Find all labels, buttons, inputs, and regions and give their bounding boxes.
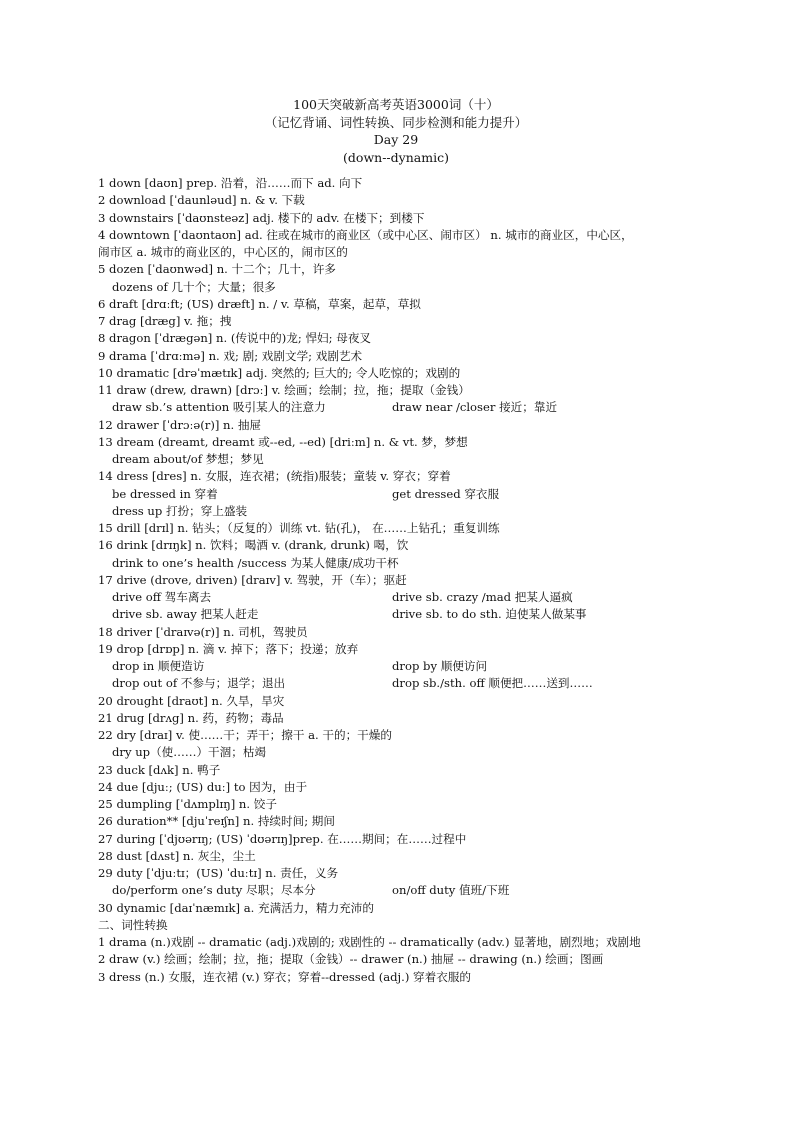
phrase-left: drop out of 不参与；退学；退出 (112, 676, 286, 691)
entry-line: 4 downtown [ˈdaʊntaʊn] ad. 往或在城市的商业区（或中心区、闹市区） n. 城市的商业区，中心区， (98, 227, 633, 242)
entry-line: 14 dress [dres] n. 女服，连衣裙；(统指)服装；童装 v. 穿衣；穿着 (98, 469, 451, 484)
entry-line: 20 drought [draʊt] n. 久旱，旱灾 (98, 693, 285, 708)
phrase-left: drop in 顺便造访 (112, 659, 205, 673)
entry-line: 19 drop [drɒp] n. 滴 v. 掉下；落下；投递；放弃 (98, 641, 359, 656)
phrase-left: do/perform one’s duty 尽职；尽本分 (112, 883, 316, 898)
phrase-right: get dressed 穿衣服 (392, 486, 500, 501)
phrase-pair-row (98, 882, 698, 899)
entry-line: 1 down [daʊn] prep. 沿着，沿……而下 ad. 向下 (98, 176, 363, 190)
entry-line: 15 drill [drɪl] n. 钻头；（反复的）训练 vt. 钻(孔)， 在……上钻孔；重复训练 (98, 521, 500, 535)
document-title: 100天突破新高考英语3000词（十） (293, 97, 499, 112)
document-page (98, 96, 698, 986)
entry-line: 闹市区 a. 城市的商业区的，中心区的，闹市区的 (98, 245, 348, 259)
entry-line: 1 drama (n.)戏剧 -- dramatic (adj.)戏剧的; 戏剧性的 -- dramatically (adv.) 显著地，剧烈地；戏剧地 (98, 935, 641, 949)
day-label: Day 29 (373, 132, 419, 147)
entry-line: 12 drawer [ˈdrɔːə(r)] n. 抽屉 (98, 417, 262, 432)
phrase-line: dry up（使……）干涸；枯竭 (112, 745, 267, 760)
entry-line: 10 dramatic [drəˈmætɪk] adj. 突然的; 巨大的; 令人吃惊的；戏剧的 (98, 365, 461, 380)
entry-line: 22 dry [draɪ] v. 使……干；弄干；擦干 a. 干的；干燥的 (98, 728, 392, 742)
phrase-pair-row (98, 675, 698, 692)
word-range: (down--dynamic) (343, 149, 449, 165)
phrase-pair-row (98, 658, 698, 675)
entry-line: 27 during [ˈdjʊərɪŋ; (US) ˈdʊərɪŋ]prep. 在……期间；在……过程中 (98, 831, 467, 846)
phrase-line: dress up 打扮；穿上盛装 (112, 503, 248, 518)
entry-line: 2 download [ˈdaunləud] n. & v. 下载 (98, 193, 305, 208)
entry-line: 11 draw (drew, drawn) [drɔː] v. 绘画；绘制；拉，拖；提取（金钱） (98, 383, 470, 397)
entry-line: 26 duration** [djuˈreɪʃn] n. 持续时间; 期间 (98, 814, 335, 829)
entry-line: 30 dynamic [daɪˈnæmɪk] a. 充满活力，精力充沛的 (98, 900, 374, 915)
phrase-right: drop by 顺便访问 (392, 659, 488, 673)
entry-line: 16 drink [drɪŋk] n. 饮料；喝酒 v. (drank, drunk) 喝，饮 (98, 538, 409, 553)
phrase-left: be dressed in 穿着 (112, 486, 218, 501)
phrase-pair-row (98, 486, 698, 503)
document-header (94, 96, 698, 166)
entry-line: 6 draft [drɑːft; (US) dræft] n. / v. 草稿，草案，起草，草拟 (98, 296, 421, 311)
entry-line: 23 duck [dʌk] n. 鸭子 (98, 762, 221, 777)
vocabulary-list (98, 175, 698, 986)
phrase-left: draw sb.’s attention 吸引某人的注意力 (112, 400, 326, 415)
entry-line: 7 drag [dræg] v. 拖；拽 (98, 314, 232, 328)
entry-line: 17 drive (drove, driven) [draɪv] v. 驾驶，开（车）；驱赶 (98, 572, 407, 587)
phrase-line: dream about/of 梦想；梦见 (112, 452, 264, 466)
entry-line: 3 downstairs [ˈdaʊnsteəz] adj. 楼下的 adv. 在楼下；到楼下 (98, 210, 425, 225)
phrase-pair-row (98, 589, 698, 606)
phrase-line: drink to one’s health /success 为某人健康/成功干杯 (112, 555, 399, 570)
entry-line: 29 duty [ˈdjuːtɪ；(US) ˈduːtɪ] n. 责任，义务 (98, 866, 339, 880)
phrase-right: on/off duty 值班/下班 (392, 883, 510, 898)
entry-line: 24 due [djuː; (US) duː] to 因为，由于 (98, 779, 308, 794)
phrase-right: drive sb. crazy /mad 把某人逼疯 (392, 590, 573, 604)
phrase-right: draw near /closer 接近；靠近 (392, 400, 558, 415)
entry-line: 3 dress (n.) 女服，连衣裙 (v.) 穿衣；穿着--dressed (adj.) 穿着衣服的 (98, 969, 472, 984)
entry-line: 21 drug [drʌg] n. 药，药物；毒品 (98, 710, 284, 725)
entry-line: 2 draw (v.) 绘画；绘制；拉，拖；提取（金钱）-- drawer (n.) 抽屉 -- drawing (n.) 绘画；图画 (98, 952, 604, 967)
phrase-right: drop sb./sth. off 顺便把……送到…… (392, 676, 593, 691)
entry-line: 25 dumpling [ˈdʌmplɪŋ] n. 饺子 (98, 797, 277, 811)
entry-line: 13 dream (dreamt, dreamt 或--ed, --ed) [driːm] n. & vt. 梦，梦想 (98, 434, 468, 449)
phrase-pair-row (98, 606, 698, 623)
entry-line: 28 dust [dʌst] n. 灰尘，尘土 (98, 848, 256, 863)
phrase-right: drive sb. to do sth. 迫使某人做某事 (392, 607, 587, 622)
phrase-pair-row (98, 399, 698, 416)
entry-line: 二、词性转换 (98, 917, 168, 932)
document-subtitle: （记忆背诵、词性转换、同步检测和能力提升） (264, 114, 528, 130)
entry-line: 9 drama [ˈdrɑːmə] n. 戏; 剧; 戏剧文学; 戏剧艺术 (98, 348, 363, 363)
phrase-line: dozens of 几十个；大量；很多 (112, 279, 276, 294)
entry-line: 8 dragon [ˈdrægən] n. (传说中的)龙; 悍妇; 母夜叉 (98, 331, 372, 346)
entry-line: 18 driver [ˈdraɪvə(r)] n. 司机，驾驶员 (98, 624, 308, 639)
phrase-left: drive off 驾车离去 (112, 590, 212, 604)
entry-line: 5 dozen [ˈdaʊnwəd] n. 十二个；几十，许多 (98, 262, 336, 277)
phrase-left: drive sb. away 把某人赶走 (112, 607, 259, 622)
